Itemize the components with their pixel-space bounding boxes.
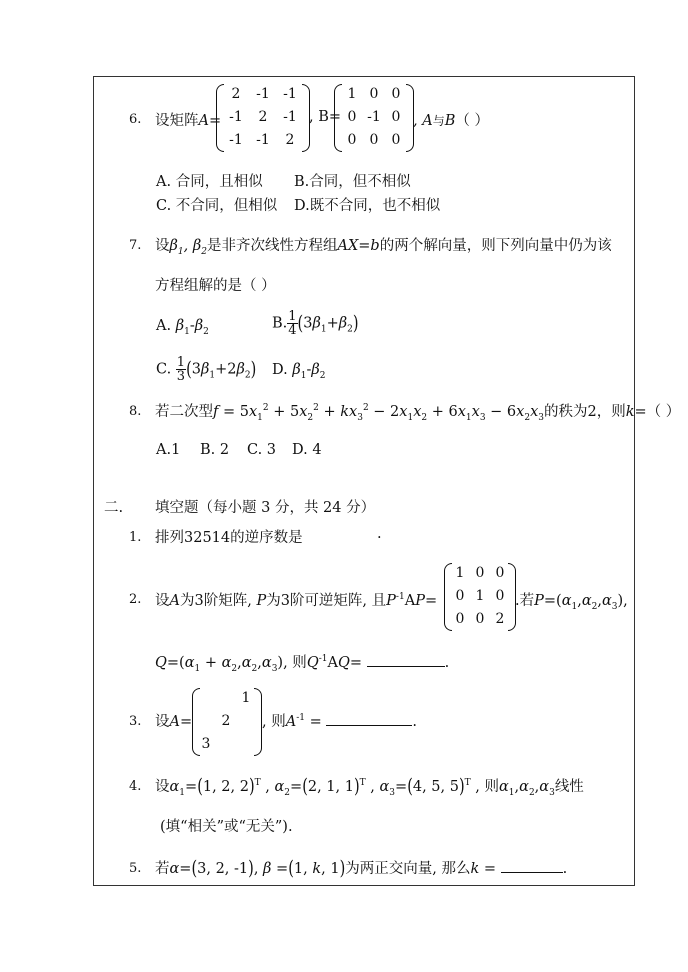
q8-option-b: B. 2 bbox=[200, 442, 230, 458]
q6-matrix-a bbox=[216, 84, 310, 152]
f2-number: 2. bbox=[129, 592, 142, 607]
matrix-cell: 0 bbox=[455, 588, 465, 604]
q6-option-d: D.既不合同，也不相似 bbox=[294, 198, 441, 214]
matrix-cell: -1 bbox=[283, 109, 297, 125]
f1-end: . bbox=[377, 526, 382, 542]
q6-option-a: A. 合同，且相似 bbox=[156, 174, 263, 190]
f3-number: 3. bbox=[129, 714, 142, 729]
q6-number: 6. bbox=[129, 112, 142, 127]
f5-text: 若α=(3, 2, -1), β =(1, k, 1)为两正交向量, 那么k = . bbox=[155, 858, 568, 880]
f2-text: 设A为3阶矩阵, P为3阶可逆矩阵, 且$P^{-1}AP=$ bbox=[155, 592, 438, 609]
f3-prefix: 设A= bbox=[155, 714, 193, 730]
q8-option-d: D. 4 bbox=[292, 442, 322, 458]
q7-line2: 方程组解的是（ ） bbox=[155, 278, 276, 294]
matrix-cell: 2 bbox=[285, 132, 295, 148]
matrix-cell: 0 bbox=[369, 132, 379, 148]
f1-text: 排列32514的逆序数是 bbox=[155, 530, 303, 546]
section-title: 填空题（每小题 3 分，共 24 分） bbox=[155, 500, 376, 516]
f5-blank[interactable] bbox=[501, 858, 563, 873]
matrix-cell: -1 bbox=[256, 132, 270, 148]
f4-text: 设$\alpha_1=(1$, 2, 2)$^T$ , $\alpha_2=(2$, 1, 1)$^T$ , $\alpha_3=(4$, 5, 5)$^T$ , 则$\alpha_1,\alpha_2,\alpha_3$线性 bbox=[155, 776, 584, 798]
f4-line2: (填“相关”或“无关”). bbox=[160, 819, 293, 835]
matrix-cell: 0 bbox=[347, 132, 357, 148]
q8-option-c: C. 3 bbox=[247, 442, 277, 458]
f2-matrix bbox=[444, 563, 516, 631]
matrix-cell: 1 bbox=[475, 588, 485, 604]
matrix-cell: 2 bbox=[221, 713, 231, 729]
f2-blank[interactable] bbox=[367, 652, 445, 667]
q6-option-b: B.合同，但不相似 bbox=[294, 174, 411, 190]
matrix-cell: 0 bbox=[391, 109, 401, 125]
q7-option-a: A. $\beta_1-\beta_2$ bbox=[156, 318, 209, 337]
f4-number: 4. bbox=[129, 779, 142, 794]
q6-suffix: , A与B（ ） bbox=[413, 113, 489, 129]
matrix-cell: 0 bbox=[455, 611, 465, 627]
q7-number: 7. bbox=[129, 238, 142, 253]
matrix-cell: -1 bbox=[367, 109, 381, 125]
matrix-cell: 0 bbox=[495, 588, 505, 604]
q7-line1: 设$\beta_1$, $\beta_2$是非齐次线性方程组AX=b的两个解向量，则下列向量中仍为该 bbox=[155, 238, 612, 257]
f5-number: 5. bbox=[129, 861, 142, 876]
q6-option-c: C. 不合同，但相似 bbox=[156, 198, 278, 214]
matrix-cell: 1 bbox=[241, 690, 251, 706]
q8-number: 8. bbox=[129, 404, 142, 419]
matrix-cell: -1 bbox=[283, 86, 297, 102]
matrix-cell: 1 bbox=[455, 565, 465, 581]
matrix-cell: 2 bbox=[495, 611, 505, 627]
matrix-cell: 2 bbox=[258, 109, 268, 125]
q8-text: 若二次型$f = 5x_1^2 + 5x_2^2 + kx_3^2 - 2x_1x_2 + 6x_1x_3 - 6x_2x_3$的秩为2，则k=（ ） bbox=[155, 403, 681, 423]
matrix-cell: 1 bbox=[347, 86, 357, 102]
matrix-cell: 0 bbox=[391, 132, 401, 148]
matrix-cell: -1 bbox=[256, 86, 270, 102]
matrix-cell: 2 bbox=[231, 86, 241, 102]
matrix-cell: 0 bbox=[495, 565, 505, 581]
f2-line2: $Q=(\alpha_1 + \alpha_2,\alpha_2,\alpha_3)$, 则$Q^{-1}AQ=$ . bbox=[155, 651, 449, 672]
q6-prefix: 设矩阵A= bbox=[155, 113, 222, 129]
f1-number: 1. bbox=[129, 530, 142, 545]
f2-after: .若$P=(\alpha_1,\alpha_2,\alpha_3)$, bbox=[515, 593, 628, 612]
f3-blank[interactable] bbox=[326, 711, 412, 726]
matrix-cell: 3 bbox=[201, 736, 211, 752]
f3-after: , 则$A^{-1}$ = . bbox=[262, 710, 417, 731]
q8-option-a: A.1 bbox=[156, 442, 181, 458]
q7-option-d: D. $\beta_1-\beta_2$ bbox=[272, 362, 326, 381]
section-number: 二. bbox=[104, 500, 124, 516]
matrix-cell: 0 bbox=[347, 109, 357, 125]
q7-option-b: B. $\frac{1}{4}$ $(3\beta_1+\beta_2)$ bbox=[272, 309, 359, 338]
f3-matrix bbox=[192, 688, 262, 756]
matrix-cell: -1 bbox=[229, 109, 243, 125]
matrix-cell: 0 bbox=[475, 565, 485, 581]
q6-matrix-b bbox=[334, 84, 414, 152]
q7-option-c: C. $\frac{1}{3}$ $(3\beta_1+2\beta_2)$ bbox=[156, 355, 257, 384]
q6-b-label: , B= bbox=[309, 109, 342, 125]
matrix-cell: -1 bbox=[229, 132, 243, 148]
matrix-cell: 0 bbox=[369, 86, 379, 102]
matrix-cell: 0 bbox=[475, 611, 485, 627]
matrix-cell: 0 bbox=[391, 86, 401, 102]
